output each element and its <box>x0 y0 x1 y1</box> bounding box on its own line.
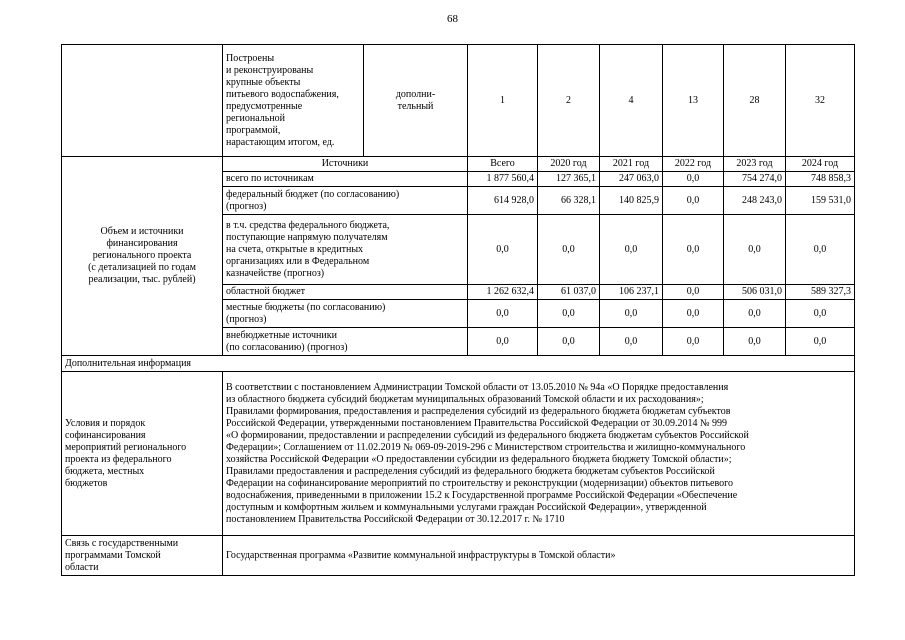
page-number: 68 <box>447 13 458 25</box>
financing-value: 0,0 <box>468 300 538 328</box>
financing-value: 754 274,0 <box>724 172 786 187</box>
financing-value: 0,0 <box>663 187 724 215</box>
project-table <box>61 44 855 576</box>
indicator-value: 2 <box>538 45 600 157</box>
financing-header-year: 2023 год <box>724 157 786 172</box>
financing-label: Объем и источники финансирования регионального проекта (с детализацией по годам реализации, тыс. рублей) <box>62 157 223 356</box>
financing-header-row <box>62 157 855 172</box>
indicator-value: 4 <box>600 45 663 157</box>
additional-info-header-row <box>62 356 855 372</box>
financing-header-sources: Источники <box>223 157 468 172</box>
indicator-value: 1 <box>468 45 538 157</box>
financing-source: внебюджетные источники (по согласованию) (прогноз) <box>223 328 468 356</box>
financing-value: 1 262 632,4 <box>468 285 538 300</box>
indicator-value: 28 <box>724 45 786 157</box>
financing-value: 0,0 <box>786 300 855 328</box>
financing-value: 0,0 <box>538 328 600 356</box>
conditions-label: Условия и порядок софинансирования мероприятий регионального проекта из федерального бюджета, местных бюджетов <box>62 372 223 536</box>
financing-value: 106 237,1 <box>600 285 663 300</box>
financing-header-year: 2021 год <box>600 157 663 172</box>
financing-value: 0,0 <box>468 328 538 356</box>
financing-value: 614 928,0 <box>468 187 538 215</box>
financing-value: 0,0 <box>663 328 724 356</box>
financing-value: 1 877 560,4 <box>468 172 538 187</box>
financing-source: федеральный бюджет (по согласованию) (прогноз) <box>223 187 468 215</box>
program-link-row <box>62 536 855 576</box>
financing-value: 0,0 <box>663 300 724 328</box>
financing-header-total: Всего <box>468 157 538 172</box>
financing-header-year: 2020 год <box>538 157 600 172</box>
financing-value: 61 037,0 <box>538 285 600 300</box>
financing-value: 589 327,3 <box>786 285 855 300</box>
indicator-name: Построены и реконструированы крупные объекты питьевого водоспабжения, предусмотренные региональной программой, нарастающим итогом, ед. <box>223 45 364 157</box>
conditions-text: В соответствии с постановлением Администрации Томской области от 13.05.2010 № 94а «О Порядке предоставления из областного бюджета субсидий бюджетам муниципальных образований Томской области и их расходования»; Правилами формирования, предоставления и распределения субсидий из федерального бюджета бюджетам субъектов Российской Федерации, утвержденными постановлением Правительства Российской Федерации от 30.09.2014 № 999 «О формировании, предоставлении и распределении субсидий из федерального бюджета бюджетам субъектов Российской Федерации»; Соглашением от 11.02.2019 № 069-09-2019-296 с Министерством строительства и жилищно-коммунального хозяйства Российской Федерации «О предоставлении субсидии из федерального бюджета бюджету Томской области»; Правилами предоставления и распределения субсидий из федерального бюджета бюджетам субъектов Российской Федерации на софинансирование мероприятий по строительству и реконструкции (модернизации) объектов питьевого водоснабжения, приведенными в приложении 15.2 к Государственной программе Российской Федерации «Обеспечение доступным и комфортным жильем и коммунальными услугами граждан Российской Федерации», утвержденной постановлением Правительства Российской Федерации от 30.12.2017 г. № 1710 <box>223 372 855 536</box>
financing-value: 0,0 <box>538 300 600 328</box>
financing-value: 159 531,0 <box>786 187 855 215</box>
financing-source: всего по источникам <box>223 172 468 187</box>
indicator-empty-cell <box>62 45 223 157</box>
financing-value: 748 858,3 <box>786 172 855 187</box>
financing-value: 127 365,1 <box>538 172 600 187</box>
indicator-value: 13 <box>663 45 724 157</box>
financing-value: 0,0 <box>600 215 663 285</box>
financing-value: 247 063,0 <box>600 172 663 187</box>
financing-value: 0,0 <box>786 215 855 285</box>
financing-value: 248 243,0 <box>724 187 786 215</box>
financing-value: 0,0 <box>724 215 786 285</box>
financing-value: 506 031,0 <box>724 285 786 300</box>
financing-header-year: 2022 год <box>663 157 724 172</box>
financing-source: областной бюджет <box>223 285 468 300</box>
indicator-value: 32 <box>786 45 855 157</box>
financing-value: 0,0 <box>663 285 724 300</box>
additional-info-header: Дополнительная информация <box>62 356 855 372</box>
financing-value: 66 328,1 <box>538 187 600 215</box>
financing-value: 0,0 <box>786 328 855 356</box>
financing-value: 0,0 <box>600 300 663 328</box>
financing-value: 0,0 <box>724 300 786 328</box>
conditions-row <box>62 372 855 536</box>
financing-header-year: 2024 год <box>786 157 855 172</box>
indicator-type: дополни- тельный <box>364 45 468 157</box>
indicator-row <box>62 45 855 157</box>
financing-value: 0,0 <box>468 215 538 285</box>
financing-value: 0,0 <box>724 328 786 356</box>
financing-value: 0,0 <box>600 328 663 356</box>
program-link-text: Государственная программа «Развитие коммунальной инфраструктуры в Томской области» <box>223 536 855 576</box>
financing-value: 0,0 <box>663 215 724 285</box>
program-link-label: Связь с государственными программами Томской области <box>62 536 223 576</box>
financing-source: в т.ч. средства федерального бюджета, поступающие напрямую получателям на счета, открытые в кредитных организациях или в Федеральном казначействе (прогноз) <box>223 215 468 285</box>
financing-value: 0,0 <box>663 172 724 187</box>
financing-source: местные бюджеты (по согласованию) (прогноз) <box>223 300 468 328</box>
financing-value: 0,0 <box>538 215 600 285</box>
financing-value: 140 825,9 <box>600 187 663 215</box>
